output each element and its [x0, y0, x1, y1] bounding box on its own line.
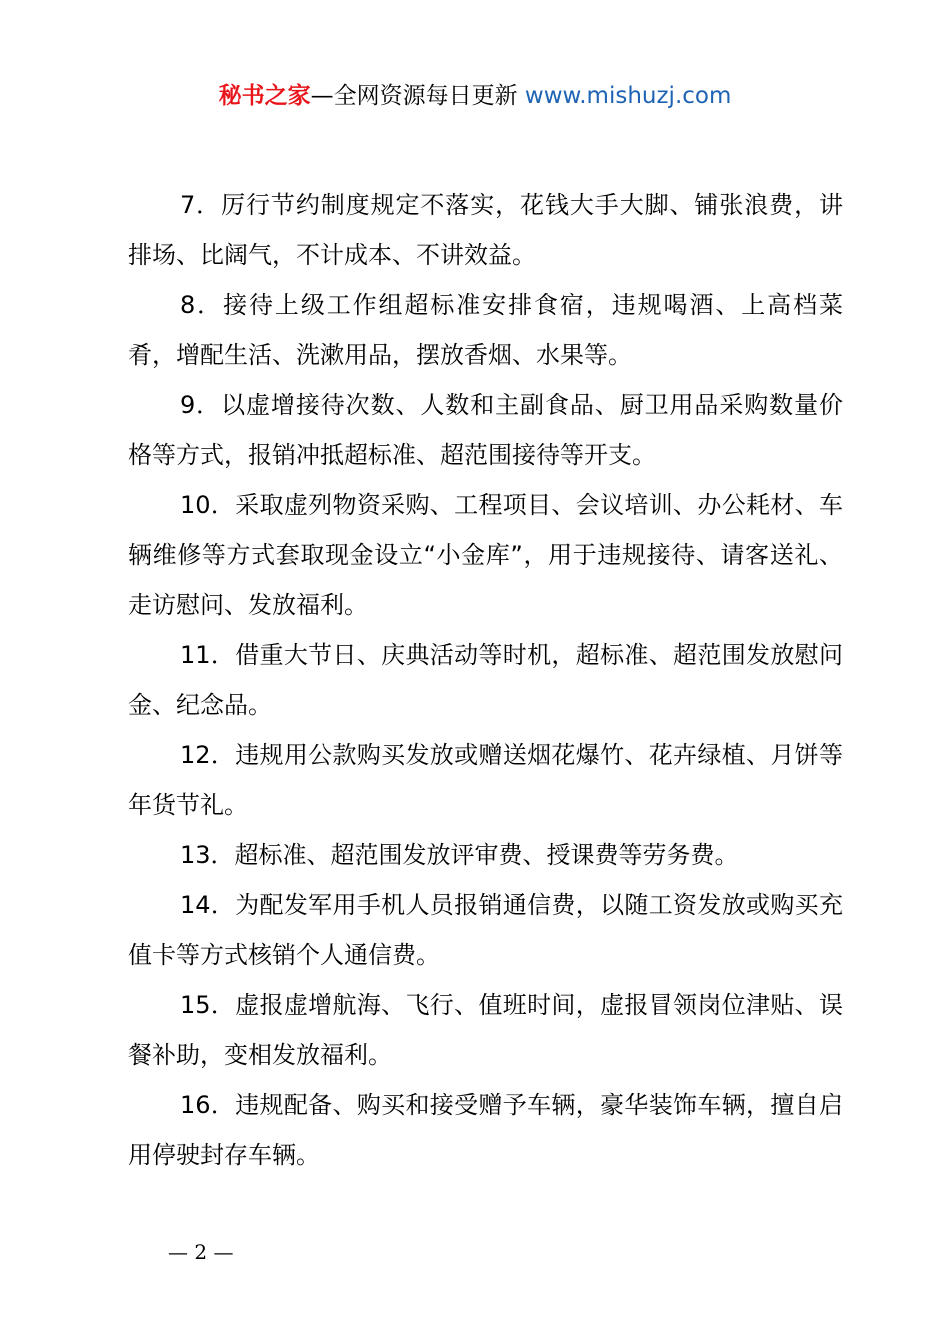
paragraph-item: 16．违规配备、购买和接受赠予车辆，豪华装饰车辆，擅自启用停驶封存车辆。	[128, 1091, 843, 1169]
paragraph-item: 14．为配发军用手机人员报销通信费，以随工资发放或购买充值卡等方式核销个人通信费。	[128, 891, 843, 969]
paragraph-item: 11．借重大节日、庆典活动等时机，超标准、超范围发放慰问金、纪念品。	[128, 641, 843, 719]
brand-name: 秘书之家	[218, 83, 311, 109]
document-body	[128, 180, 843, 1180]
header-tagline: —全网资源每日更新	[310, 83, 525, 109]
header-url[interactable]: www.mishuzj.com	[524, 83, 732, 109]
paragraph-item: 9．以虚增接待次数、人数和主副食品、厨卫用品采购数量价格等方式，报销冲抵超标准、超范围接待等开支。	[128, 391, 843, 469]
paragraph-item: 15．虚报虚增航海、飞行、值班时间，虚报冒领岗位津贴、误餐补助，变相发放福利。	[128, 991, 843, 1069]
paragraph-item: 7．厉行节约制度规定不落实，花钱大手大脚、铺张浪费，讲排场、比阔气，不计成本、不讲效益。	[128, 191, 843, 269]
site-header	[0, 80, 950, 112]
paragraph-item: 8．接待上级工作组超标准安排食宿，违规喝酒、上高档菜肴，增配生活、洗漱用品，摆放香烟、水果等。	[128, 291, 843, 369]
paragraph-item: 10．采取虚列物资采购、工程项目、会议培训、办公耗材、车辆维修等方式套取现金设立“小金库”，用于违规接待、请客送礼、走访慰问、发放福利。	[128, 491, 843, 619]
paragraph-item: 12．违规用公款购买发放或赠送烟花爆竹、花卉绿植、月饼等年货节礼。	[128, 741, 843, 819]
page-number: — 2 —	[168, 1240, 234, 1264]
paragraph-item: 13．超标准、超范围发放评审费、授课费等劳务费。	[180, 841, 739, 869]
